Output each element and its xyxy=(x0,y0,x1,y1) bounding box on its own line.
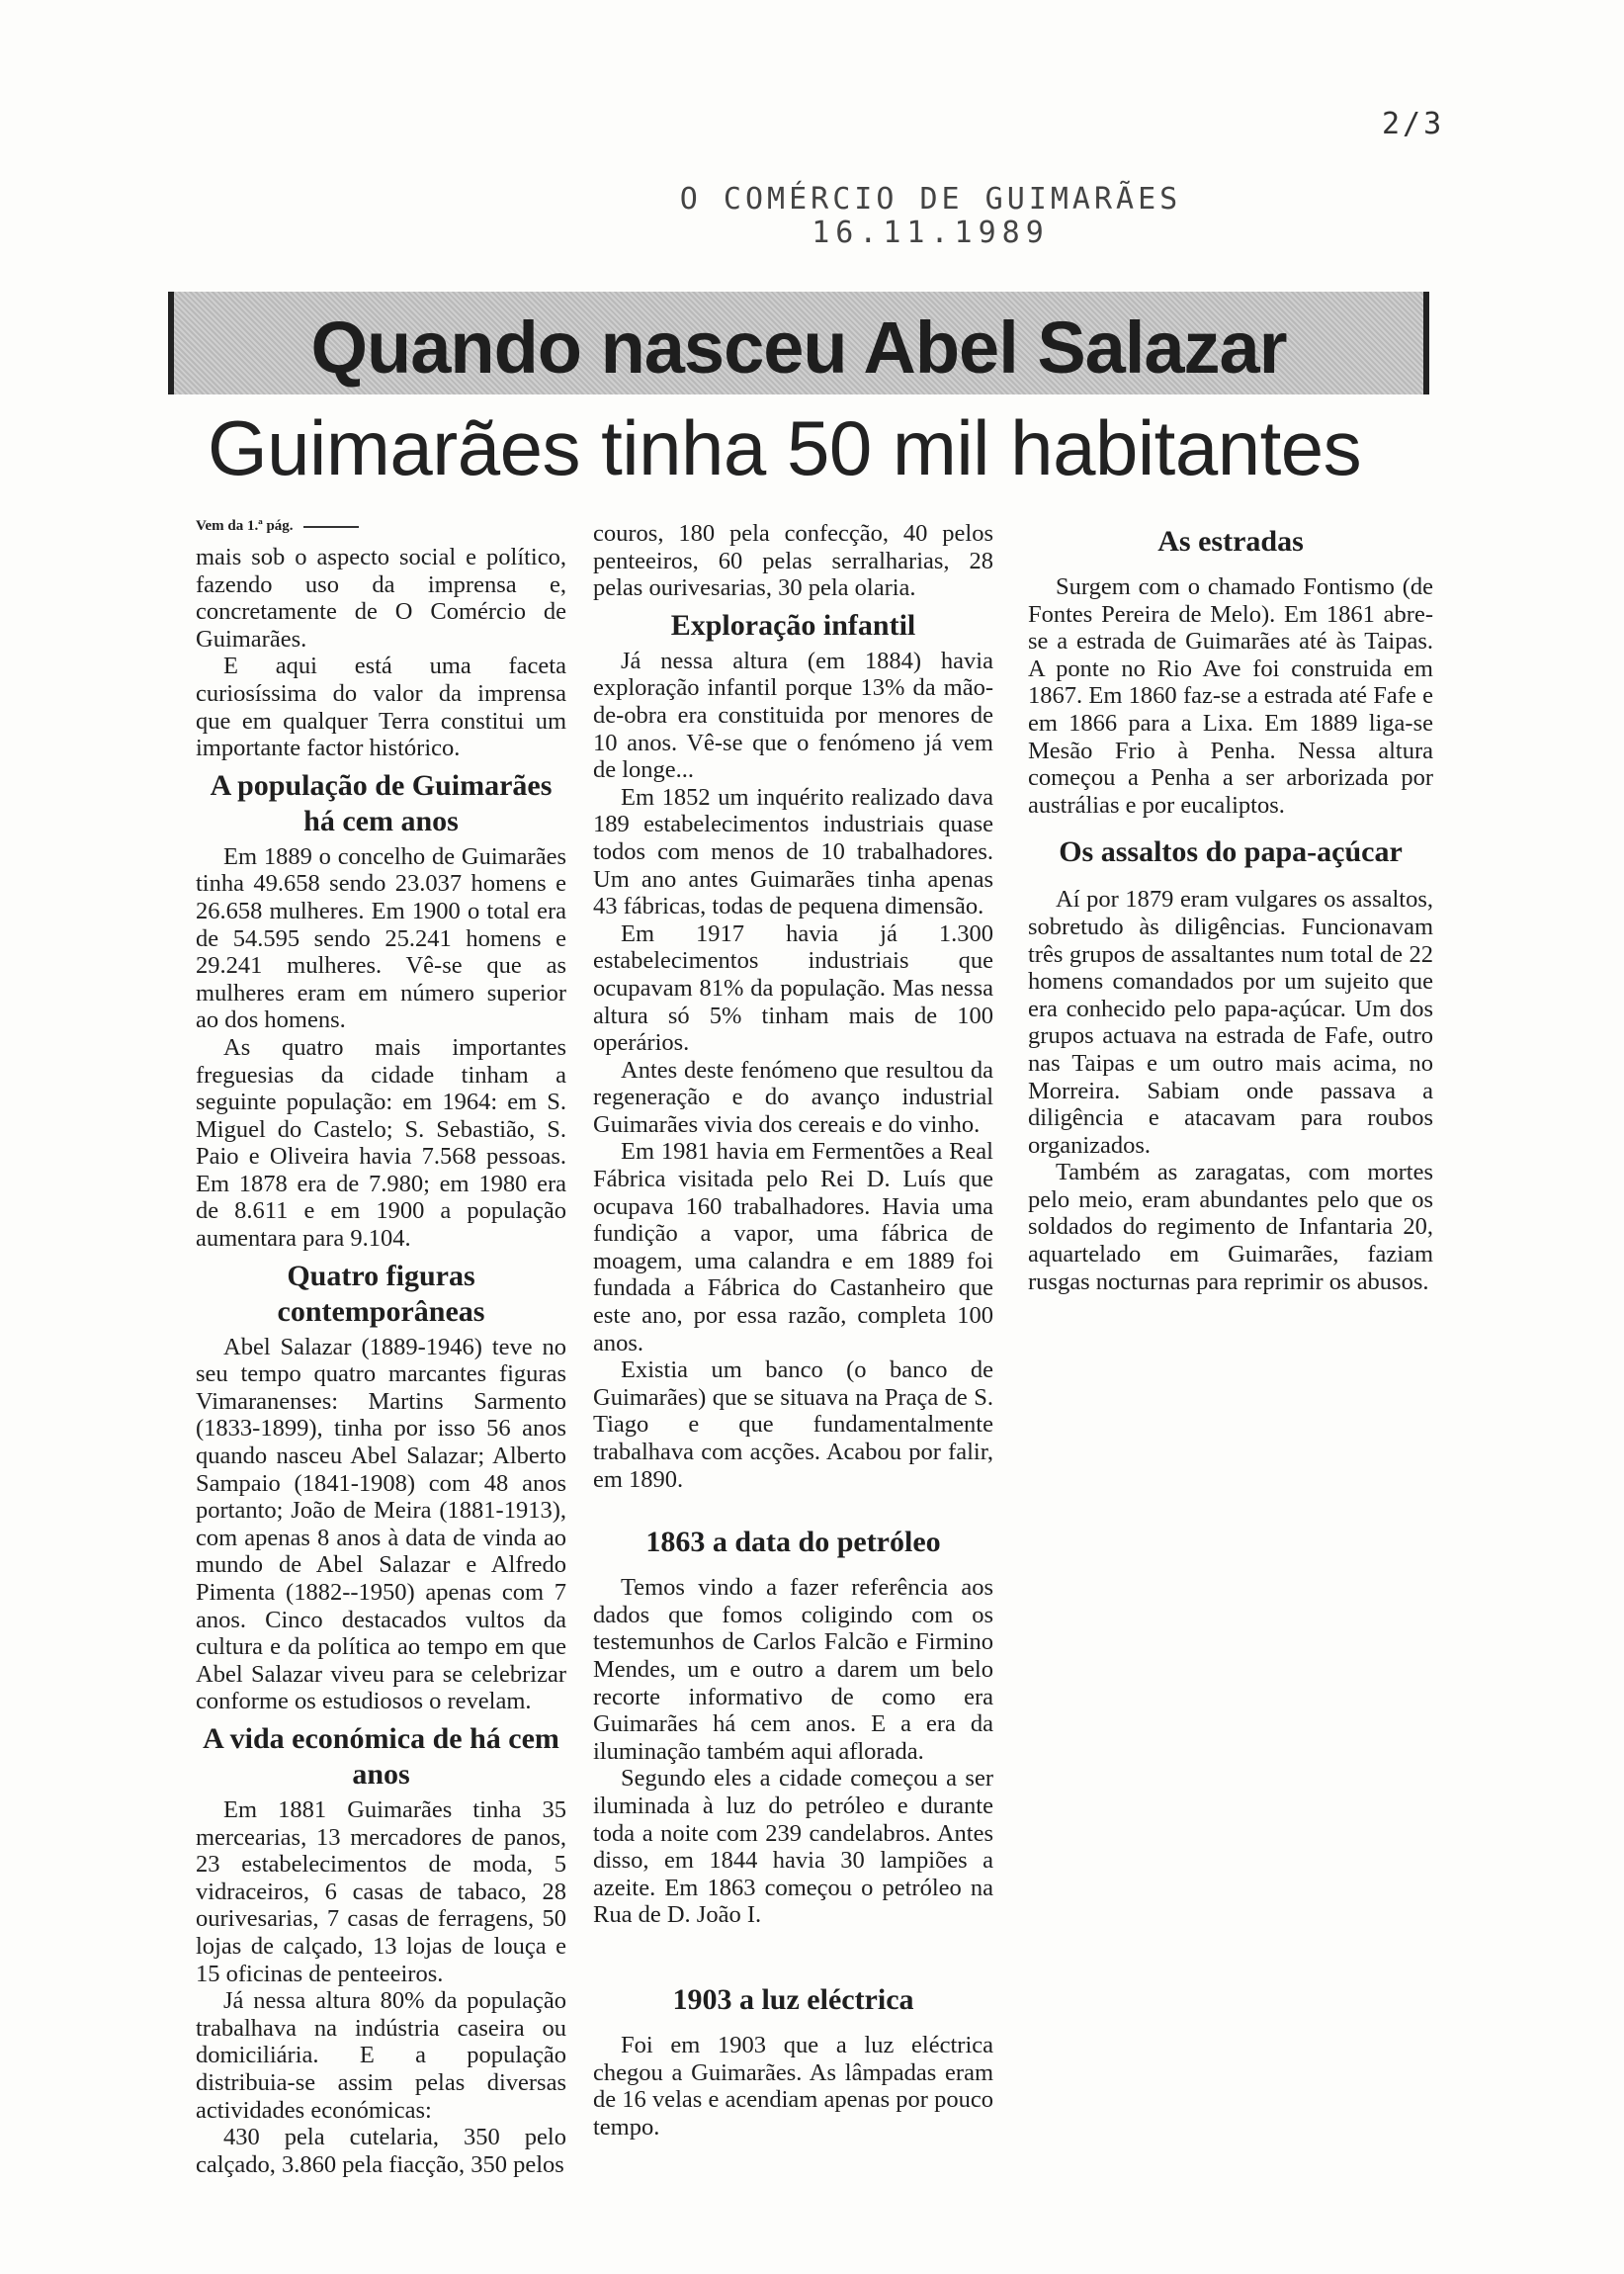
article-paragraph: mais sob o aspecto social e político, fazendo uso da imprensa e, concretamente de O Comércio de Guimarães. xyxy=(196,544,566,653)
article-paragraph: Abel Salazar (1889-1946) teve no seu tempo quatro marcantes figuras Vimaranenses: Martins Sarmento (1833-1899), tinha por isso 56 anos quando nasceu Abel Salazar; Alberto Sampaio (1841-1908) com 48 anos portanto; João de Meira (1881-1913), com apenas 8 anos à data de vinda ao mundo de Abel Salazar e Alfredo Pimenta (1882--1950) apenas com 7 anos. Cinco destacados vultos da cultura e da política ao tempo em que Abel Salazar viveu para se celebrizar conforme os estudiosos o revelam. xyxy=(196,1333,566,1715)
page-number: 2/3 xyxy=(1382,107,1445,141)
article-paragraph: Já nessa altura (em 1884) havia exploração infantil porque 13% da mão-de-obra era constituida por menores de 10 anos. Vê-se que o fenómeno já vem de longe... xyxy=(593,647,993,784)
spacer xyxy=(593,1929,993,1976)
section-heading: As estradas xyxy=(1157,525,1304,558)
spacer xyxy=(593,1564,993,1574)
continuation-rule xyxy=(303,526,359,528)
spacer xyxy=(1028,874,1433,886)
column-3 xyxy=(1028,518,1433,1295)
article-paragraph: Segundo eles a cidade começou a ser iluminada à luz do petróleo e durante toda a noite com 239 candelabros. Antes disso, em 1844 havia 30 lampiões a azeite. Em 1863 começou o petróleo na Rua de D. João I. xyxy=(593,1765,993,1929)
section-heading: A população de Guimarães há cem anos xyxy=(210,768,553,837)
article-paragraph: Existia um banco (o banco de Guimarães) que se situava na Praça de S. Tiago e que fundamentalmente trabalhava com acções. Acabou por falir, em 1890. xyxy=(593,1356,993,1493)
continuation-note xyxy=(196,514,566,538)
publication-name: O COMÉRCIO DE GUIMARÃES xyxy=(679,182,1182,217)
continuation-text: Vem da 1.ª pág. xyxy=(196,518,294,534)
article-paragraph: 430 pela cutelaria, 350 pelo calçado, 3.860 pela fiacção, 350 pelos xyxy=(196,2124,566,2178)
subheadline: Guimarães tinha 50 mil habitantes xyxy=(208,404,1362,491)
article-paragraph: Antes deste fenómeno que resultou da regeneração e do avanço industrial Guimarães vivia dos cereais e do vinho. xyxy=(593,1056,993,1138)
headline-banner xyxy=(168,292,1429,394)
article-paragraph: Em 1917 havia já 1.300 estabelecimentos industriais que ocupavam 81% da população. Mas nessa altura só 5% tinham mais de 100 operários. xyxy=(593,919,993,1057)
article-paragraph: Em 1981 havia em Fermentões a Real Fábrica visitada pelo Rei D. Luís que ocupava 160 trabalhadores. Havia uma fundição a vapor, uma fábrica de moagem, uma calandra e em 1889 foi fundada a Fábrica do Castanheiro que este ano, por essa razão, completa 100 anos. xyxy=(593,1138,993,1356)
headline: Quando nasceu Abel Salazar xyxy=(310,306,1287,389)
publication-date: 16.11.1989 xyxy=(812,216,1050,250)
article-paragraph: Em 1881 Guimarães tinha 35 mercearias, 13 mercadores de panos, 23 estabelecimentos de moda, 5 vidraceiros, 6 casas de tabaco, 28 ourivesarias, 7 casas de ferragens, 50 lojas de calçado, 13 lojas de louça e 15 oficinas de penteeiros. xyxy=(196,1795,566,1987)
column-2 xyxy=(593,520,993,2141)
article-paragraph: couros, 180 pela confecção, 40 pelos penteeiros, 60 pelas serralharias, 28 pelas ourivesarias, 30 pela olaria. xyxy=(593,520,993,602)
article-paragraph: Temos vindo a fazer referência aos dados que fomos coligindo com os testemunhos de Carlos Falcão e Firmino Mendes, um e outro a darem um belo recorte informativo de como era Guimarães há cem anos. E a era da iluminação também aqui aflorada. xyxy=(593,1574,993,1765)
column-1 xyxy=(196,514,566,2178)
spacer xyxy=(593,2022,993,2032)
article-paragraph: Foi em 1903 que a luz eléctrica chegou a Guimarães. As lâmpadas eram de 16 velas e acendiam apenas por pouco tempo. xyxy=(593,2031,993,2141)
article-paragraph: Em 1852 um inquérito realizado dava 189 estabelecimentos industriais quase todos com menos de 10 trabalhadores. Um ano antes Guimarães tinha apenas 43 fábricas, todas de pequena dimensão. xyxy=(593,783,993,920)
article-paragraph: E aqui está uma faceta curiosíssima do valor da imprensa que em qualquer Terra constitui um importante factor histórico. xyxy=(196,653,566,762)
article-paragraph: Já nessa altura 80% da população trabalhava na indústria caseira ou domiciliária. E a população distribuia-se assim pelas diversas actividades económicas: xyxy=(196,1987,566,2124)
section-heading: Exploração infantil xyxy=(670,608,916,642)
section-heading: 1903 a luz eléctrica xyxy=(672,1982,914,2016)
section-heading: Os assaltos do papa-açúcar xyxy=(1059,835,1403,869)
spacer xyxy=(1028,564,1433,573)
article-paragraph: Aí por 1879 eram vulgares os assaltos, sobretudo às diligências. Funcionavam três grupos de assaltantes num total de 22 homens comandados por um sujeito que era conhecido pelo papa-açúcar. Um dos grupos actuava na estrada de Fafe, outro nas Taipas e um outro mais acima, no Morreira. Sabiam onde passava a diligência e atacavam para roubos organizados. xyxy=(1028,886,1433,1159)
article-paragraph: Também as zaragatas, com mortes pelo meio, eram abundantes pelo que os soldados do regimento de Infantaria 20, aquartelado em Guimarães, faziam rusgas nocturnas para reprimir os abusos. xyxy=(1028,1159,1433,1295)
article-paragraph: Surgem com o chamado Fontismo (de Fontes Pereira de Melo). Em 1861 abre-se a estrada de Guimarães até às Taipas. A ponte no Rio Ave foi construida em 1867. Em 1860 faz-se a estrada até Fafe e em 1866 para a Lixa. Em 1889 liga-se Mesão Frio à Penha. Nessa altura começou a Penha a ser arborizada por austrálias e por eucaliptos. xyxy=(1028,573,1433,819)
section-heading: A vida económica de há cem anos xyxy=(203,1721,559,1791)
section-heading: Quatro figuras contemporâneas xyxy=(277,1259,485,1328)
article-paragraph: As quatro mais importantes freguesias da cidade tinham a seguinte população: em 1964: em S. Miguel do Castelo; S. Sebastião, S. Paio e Oliveira havia 7.568 pessoas. Em 1878 era de 7.980; em 1980 era de 8.611 e em 1900 a população aumentara para 9.104. xyxy=(196,1033,566,1253)
section-heading: 1863 a data do petróleo xyxy=(645,1526,941,1559)
spacer xyxy=(593,1493,993,1519)
article-paragraph: Em 1889 o concelho de Guimarães tinha 49.658 sendo 23.037 homens e 26.658 mulheres. Em 1900 o total era de 54.595 sendo 25.241 homens e 29.241 mulheres. Vê-se que as mulheres eram em número superior ao dos homens. xyxy=(196,842,566,1034)
